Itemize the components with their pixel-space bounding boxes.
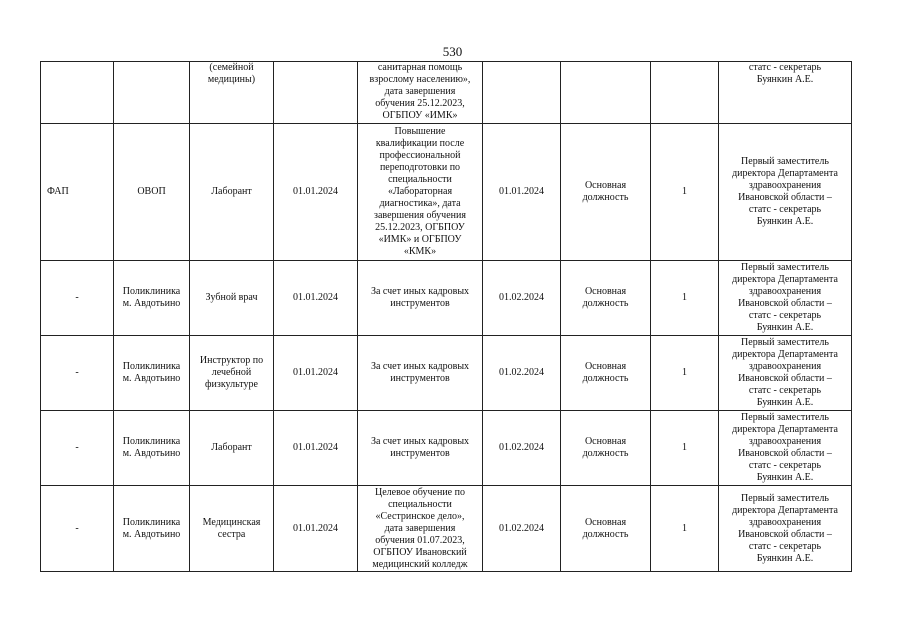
cell-text-line: 01.01.2024: [293, 292, 338, 303]
cell-text-line: директора Департамента: [732, 504, 838, 516]
cell-text-line: диагностика», дата: [379, 198, 461, 209]
cell-text-line: ОВОП: [137, 186, 166, 197]
cell-text-line: сестра: [217, 528, 246, 540]
cell-text-line: ФАП: [47, 186, 69, 197]
cell-text-line: 1: [682, 522, 687, 534]
responsible-cell: [719, 261, 852, 336]
cell-text-line: Зубной врач: [205, 292, 258, 303]
department-cell: [114, 62, 190, 124]
unit-cell: [41, 486, 114, 572]
cell-text-line: должность: [582, 298, 629, 309]
cell-text-line: Поликлиника: [122, 286, 181, 297]
cell-text-line: медицинский колледж: [372, 558, 468, 570]
training-cell: [358, 486, 483, 572]
cell-text-line: м. Авдотьино: [122, 448, 181, 459]
cell-text-line: 01.01.2024: [293, 367, 338, 378]
cell-text-line: «Лабораторная: [387, 186, 453, 197]
cell-text-line: 01.02.2024: [499, 442, 544, 453]
cell-text-line: 01.01.2024: [293, 522, 338, 534]
cell-text-line: переподготовки по: [379, 162, 461, 173]
cell-text-line: Основная: [584, 180, 627, 191]
cell-text-line: физкультуре: [205, 379, 258, 390]
department-cell: [114, 261, 190, 336]
fill-date-cell: [483, 411, 561, 486]
cell-text-line: Первый заместитель: [741, 156, 829, 167]
cell-text-line: завершения обучения: [374, 210, 466, 221]
cell-text-line: Первый заместитель: [741, 337, 829, 348]
position-cell: [190, 411, 274, 486]
cell-text-line: должность: [582, 528, 629, 540]
cell-text-line: За счет иных кадровых: [370, 286, 470, 297]
department-cell: [114, 336, 190, 411]
department-cell: [114, 411, 190, 486]
cell-text-line: Поликлиника: [122, 516, 181, 528]
training-cell: [358, 411, 483, 486]
cell-text-line: здравоохранения: [748, 361, 822, 372]
cell-text-line: Инструктор по: [199, 355, 264, 366]
cell-text-line: Буянкин А.Е.: [756, 397, 814, 408]
cell-text-line: Медицинская: [202, 516, 261, 528]
cell-text-line: Ивановской области –: [738, 528, 832, 540]
vacancy-date-cell: [274, 411, 358, 486]
responsible-cell: [719, 486, 852, 572]
cell-text-line: директора Департамента: [732, 168, 838, 179]
cell-text-line: 01.01.2024: [293, 442, 338, 453]
table-row: [41, 336, 852, 411]
position-cell: [190, 124, 274, 261]
cell-text-line: ОГБПОУ «ИМК»: [382, 110, 458, 121]
cell-text-line: Буянкин А.Е.: [756, 74, 814, 85]
cell-text-line: лечебной: [211, 367, 252, 378]
vacancy-date-cell: [274, 336, 358, 411]
cell-text-line: -: [75, 522, 79, 534]
table-row: [41, 261, 852, 336]
fill-date-cell: [483, 486, 561, 572]
training-cell: [358, 261, 483, 336]
cell-text-line: инструментов: [390, 373, 450, 384]
cell-text-line: директора Департамента: [732, 274, 838, 285]
training-cell: [358, 124, 483, 261]
cell-text-line: м. Авдотьино: [122, 373, 181, 384]
rate-cell: [651, 486, 719, 572]
cell-text-line: Основная: [584, 286, 627, 297]
cell-text-line: здравоохранения: [748, 286, 822, 297]
cell-text-line: здравоохранения: [748, 516, 822, 528]
cell-text-line: Основная: [584, 361, 627, 372]
cell-text-line: статс - секретарь: [748, 204, 822, 215]
cell-text-line: должность: [582, 448, 629, 459]
rate-cell: [651, 411, 719, 486]
rate-cell: [651, 261, 719, 336]
fill-date-cell: [483, 336, 561, 411]
cell-text-line: Лаборант: [211, 442, 252, 453]
unit-cell: [41, 336, 114, 411]
cell-text-line: инструментов: [390, 298, 450, 309]
staffing-table: [40, 61, 852, 572]
cell-text-line: статс - секретарь: [748, 62, 822, 73]
vacancy-date-cell: [274, 486, 358, 572]
cell-text-line: квалификации после: [375, 138, 465, 149]
table-row: [41, 124, 852, 261]
position-type-cell: [561, 261, 651, 336]
cell-text-line: инструментов: [390, 448, 450, 459]
cell-text-line: дата завершения: [384, 522, 456, 534]
cell-text-line: статс - секретарь: [748, 460, 822, 471]
table-row: [41, 62, 852, 124]
cell-text-line: -: [75, 442, 79, 453]
cell-text-line: специальности: [388, 498, 452, 510]
cell-text-line: должность: [582, 192, 629, 203]
position-type-cell: [561, 124, 651, 261]
cell-text-line: Лаборант: [211, 186, 252, 197]
cell-text-line: Буянкин А.Е.: [756, 552, 814, 564]
cell-text-line: «КМК»: [403, 246, 437, 257]
cell-text-line: Повышение: [394, 126, 446, 137]
cell-text-line: 01.02.2024: [499, 367, 544, 378]
cell-text-line: санитарная помощь: [377, 62, 463, 73]
position-cell: [190, 261, 274, 336]
cell-text-line: Основная: [584, 516, 627, 528]
unit-cell: [41, 261, 114, 336]
cell-text-line: здравоохранения: [748, 180, 822, 191]
cell-text-line: статс - секретарь: [748, 385, 822, 396]
cell-text-line: статс - секретарь: [748, 540, 822, 552]
cell-text-line: Поликлиника: [122, 436, 181, 447]
cell-text-line: За счет иных кадровых: [370, 436, 470, 447]
cell-text-line: -: [75, 292, 79, 303]
page-number: 530: [442, 44, 463, 59]
cell-text-line: профессиональной: [379, 150, 461, 161]
responsible-cell: [719, 124, 852, 261]
table-body: [41, 62, 852, 572]
training-cell: [358, 62, 483, 124]
training-cell: [358, 336, 483, 411]
cell-text-line: 25.12.2023, ОГБПОУ: [375, 222, 465, 233]
cell-text-line: 1: [682, 186, 687, 197]
position-type-cell: [561, 336, 651, 411]
cell-text-line: Первый заместитель: [741, 262, 829, 273]
vacancy-date-cell: [274, 261, 358, 336]
cell-text-line: Буянкин А.Е.: [756, 472, 814, 483]
cell-text-line: -: [75, 367, 79, 378]
cell-text-line: взрослому населению»,: [369, 74, 471, 85]
cell-text-line: Основная: [584, 436, 627, 447]
rate-cell: [651, 336, 719, 411]
cell-text-line: (семейной: [209, 62, 254, 73]
cell-text-line: 01.01.2024: [499, 186, 544, 197]
cell-text-line: Ивановской области –: [738, 448, 832, 459]
cell-text-line: обучения 25.12.2023,: [375, 98, 465, 109]
cell-text-line: Поликлиника: [122, 361, 181, 372]
table-row: [41, 486, 852, 572]
position-cell: [190, 62, 274, 124]
cell-text-line: медицины): [207, 74, 256, 85]
responsible-cell: [719, 411, 852, 486]
cell-text-line: Целевое обучение по: [375, 486, 465, 498]
fill-date-cell: [483, 124, 561, 261]
unit-cell: [41, 124, 114, 261]
responsible-cell: [719, 336, 852, 411]
rate-cell: [651, 124, 719, 261]
cell-text-line: здравоохранения: [748, 436, 822, 447]
cell-text-line: «ИМК» и ОГБПОУ: [378, 234, 462, 245]
cell-text-line: «Сестринское дело»,: [375, 510, 465, 522]
cell-text-line: 01.02.2024: [499, 292, 544, 303]
rate-cell: [651, 62, 719, 124]
cell-text-line: м. Авдотьино: [122, 528, 181, 540]
cell-text-line: 1: [682, 442, 687, 453]
department-cell: [114, 486, 190, 572]
cell-text-line: директора Департамента: [732, 424, 838, 435]
cell-text-line: должность: [582, 373, 629, 384]
department-cell: [114, 124, 190, 261]
cell-text-line: За счет иных кадровых: [370, 361, 470, 372]
cell-text-line: 01.01.2024: [293, 186, 338, 197]
cell-text-line: Буянкин А.Е.: [756, 216, 814, 227]
fill-date-cell: [483, 62, 561, 124]
position-cell: [190, 336, 274, 411]
position-type-cell: [561, 486, 651, 572]
table-row: [41, 411, 852, 486]
cell-text-line: Первый заместитель: [741, 492, 829, 504]
cell-text-line: 01.02.2024: [499, 522, 544, 534]
position-type-cell: [561, 411, 651, 486]
cell-text-line: Первый заместитель: [741, 412, 829, 423]
vacancy-date-cell: [274, 62, 358, 124]
cell-text-line: Ивановской области –: [738, 373, 832, 384]
responsible-cell: [719, 62, 852, 124]
position-cell: [190, 486, 274, 572]
unit-cell: [41, 62, 114, 124]
fill-date-cell: [483, 261, 561, 336]
cell-text-line: статс - секретарь: [748, 310, 822, 321]
cell-text-line: Ивановской области –: [738, 192, 832, 203]
cell-text-line: 1: [682, 292, 687, 303]
cell-text-line: м. Авдотьино: [122, 298, 181, 309]
cell-text-line: дата завершения: [384, 86, 456, 97]
cell-text-line: Ивановской области –: [738, 298, 832, 309]
cell-text-line: 1: [682, 367, 687, 378]
cell-text-line: обучения 01.07.2023,: [375, 534, 465, 546]
vacancy-date-cell: [274, 124, 358, 261]
position-type-cell: [561, 62, 651, 124]
unit-cell: [41, 411, 114, 486]
cell-text-line: ОГБПОУ Ивановский: [373, 546, 467, 558]
cell-text-line: специальности: [388, 174, 452, 185]
cell-text-line: Буянкин А.Е.: [756, 322, 814, 333]
cell-text-line: директора Департамента: [732, 349, 838, 360]
